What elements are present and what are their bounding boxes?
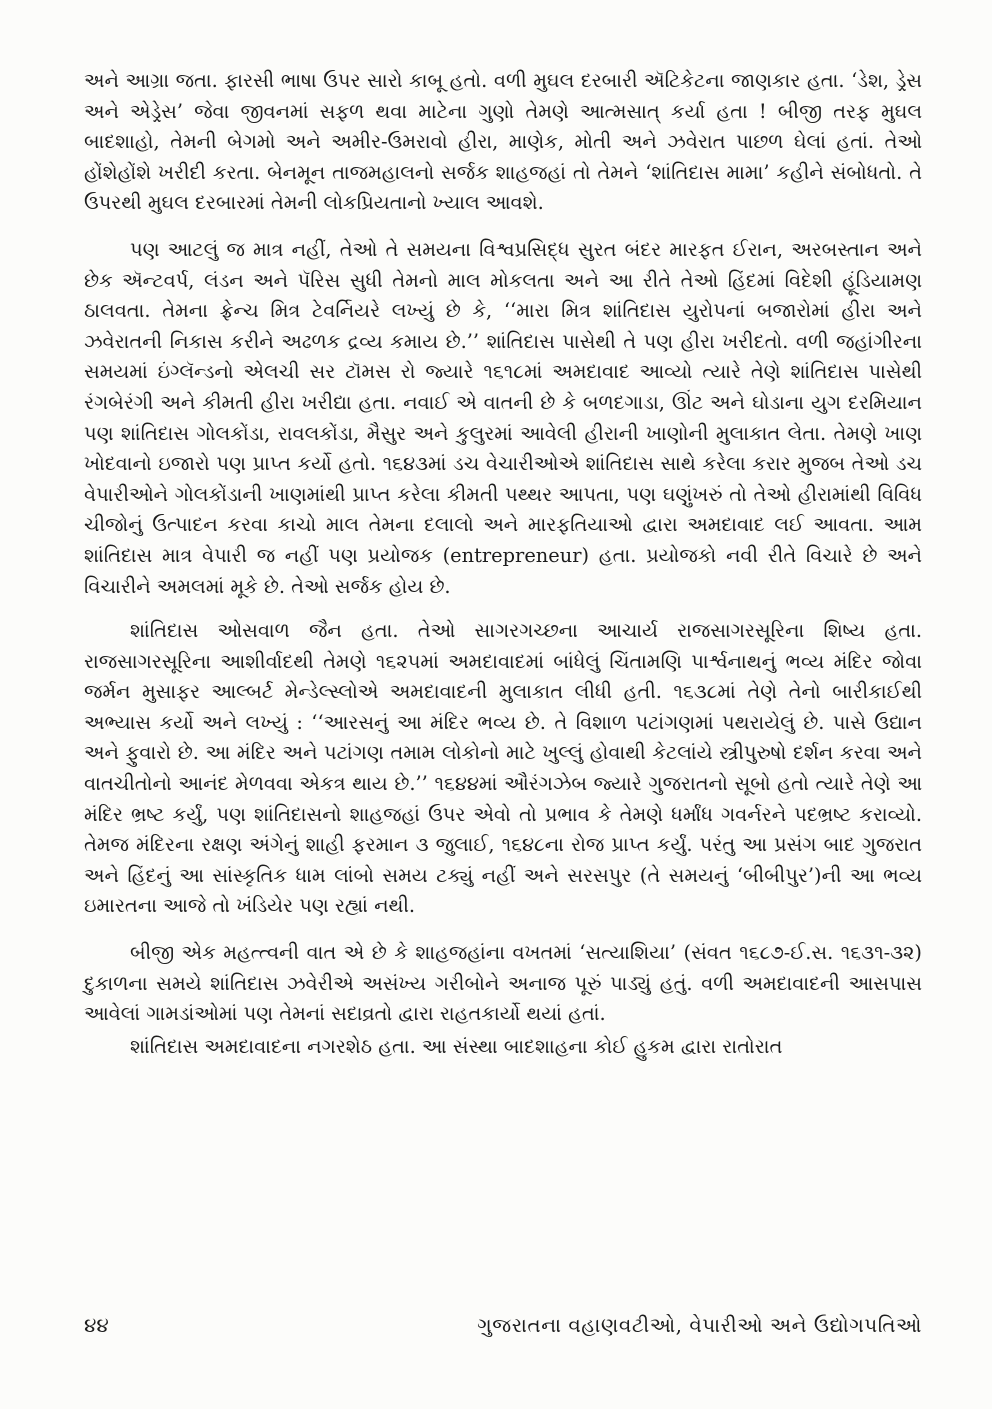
page-number: ૪૪ <box>84 1313 109 1337</box>
paragraph-3: શાંતિદાસ ઓસવાળ જૈન હતા. તેઓ સાગરગચ્છના આચાર્ય રાજસાગરસૂરિના શિષ્ય હતા. રાજસાગરસૂરિના આશીર્વાદથી તેમણે ૧૬૨૫માં અમદાવાદમાં બાંધેલું ચિંતામણિ પાર્શ્વનાથનું ભવ્ય મંદિર જોવા જર્મન મુસાફર આલ્બર્ટ મેન્ડેલ્સ્લોએ અમદાવાદની મુલાકાત લીધી હતી. ૧૬૩૮માં તેણે તેનો બારીકાઈથી અભ્યાસ કર્યો અને લખ્યું : ‘‘આરસનું આ મંદિર ભવ્ય છે. તે વિશાળ પટાંગણમાં પથરાયેલું છે. પાસે ઉદ્યાન અને ફુવારો છે. આ મંદિર અને પટાંગણ તમામ લોકોનો માટે ખુલ્લું હોવાથી કેટલાંયે સ્ત્રીપુરુષો દર્શન કરવા અને વાતચીતોનો આનંદ મેળવવા એકત્ર થાય છે.’’ ૧૬૪૪માં ઔરંગઝેબ જ્યારે ગુજરાતનો સૂબો હતો ત્યારે તેણે આ મંદિર ભ્રષ્ટ કર્યું, પણ શાંતિદાસનો શાહજહાં ઉપર એવો તો પ્રભાવ કે તેમણે ધર્માંધ ગવર્નરને પદભ્રષ્ટ કરાવ્યો. તેમજ મંદિરના રક્ષણ અંગેનું શાહી ફરમાન ૩ જુલાઈ, ૧૬૪૮ના રોજ પ્રાપ્ત કર્યું. પરંતુ આ પ્રસંગ બાદ ગુજરાત અને હિંદનું આ સાંસ્કૃતિક ધામ લાંબો સમય ટક્યું નહીં અને સરસપુર (તે સમયનું ‘બીબીપુર’)ની આ ભવ્ય ઇમારતના આજે તો ખંડિયેર પણ રહ્યાં નથી. <box>84 619 922 918</box>
paragraph-2: પણ આટલું જ માત્ર નહીં, તેઓ તે સમયના વિશ્વપ્રસિદ્ધ સુરત બંદર મારફત ઈરાન, અરબસ્તાન અને છેક ઍન્ટવર્પ, લંડન અને પૅરિસ સુધી તેમનો માલ મોકલતા અને આ રીતે તેઓ હિંદમાં વિદેશી હૂંડિયામણ ઠાલવતા. તેમના ફ્રેન્ચ મિત્ર ટેવર્નિયરે લખ્યું છે કે, ‘‘મારા મિત્ર શાંતિદાસ યુરોપનાં બજારોમાં હીરા અને ઝવેરાતની નિકાસ કરીને અઢળક દ્રવ્ય કમાય છે.’’ શાંતિદાસ પાસેથી તે પણ હીરા ખરીદતો. વળી જહાંગીરના સમયમાં ઇંગ્લૅન્ડનો એલચી સર ટૉમસ રો જ્યારે ૧૬૧૮માં અમદાવાદ આવ્યો ત્યારે તેણે શાંતિદાસ પાસેથી રંગબેરંગી અને કીમતી હીરા ખરીદ્યા હતા. નવાઈ એ વાતની છે કે બળદગાડા, ઊંટ અને ઘોડાના યુગ દરમિયાન પણ શાંતિદાસ ગોલકોંડા, રાવલકોંડા, મૈસુર અને કુલુરમાં આવેલી હીરાની ખાણોની મુલાકાત લેતા. તેમણે ખાણ ખોદવાનો ઇજારો પણ પ્રાપ્ત કર્યો હતો. ૧૬૪૩માં ડચ વેચારીઓએ શાંતિદાસ સાથે કરેલા કરાર મુજબ તેઓ ડચ વેપારીઓને ગોલકોંડાની ખાણમાંથી પ્રાપ્ત કરેલા કીમતી પથ્થર આપતા, પણ ઘણુંખરું તો તેઓ હીરામાંથી વિવિધ ચીજોનું ઉત્પાદન કરવા કાચો માલ તેમના દલાલો અને મારફતિયાઓ દ્વારા અમદાવાદ લઈ આવતા. આમ શાંતિદાસ માત્ર વેપારી જ નહીં પણ પ્રયોજક (entrepreneur) હતા. પ્રયોજકો નવી રીતે વિચારે છે અને વિચારીને અમલમાં મૂકે છે. તેઓ સર્જક હોય છે. <box>84 237 922 598</box>
page-footer <box>84 1313 922 1347</box>
paragraph-4: બીજી એક મહત્ત્વની વાત એ છે કે શાહજહાંના વખતમાં ‘સત્યાશિયા’ (સંવત ૧૬૮૭-ઈ.સ. ૧૬૩૧-૩૨) દુકાળના સમયે શાંતિદાસ ઝવેરીએ અસંખ્ય ગરીબોને અનાજ પૂરું પાડ્યું હતું. વળી અમદાવાદની આસપાસ આવેલાં ગામડાંઓમાં પણ તેમનાં સદાવ્રતો દ્વારા રાહતકાર્યો થયાં હતાં. <box>84 941 922 1026</box>
paragraph-1: અને આગ્રા જતા. ફારસી ભાષા ઉપર સારો કાબૂ હતો. વળી મુઘલ દરબારી ઍટિકેટના જાણકાર હતા. ‘ડેશ, ડ્રેસ અને એડ્રેસ’ જેવા જીવનમાં સફળ થવા માટેના ગુણો તેમણે આત્મસાત્‌ કર્યા હતા ! બીજી તરફ મુઘલ બાદશાહો, તેમની બેગમો અને અમીર-ઉમરાવો હીરા, માણેક, મોતી અને ઝવેરાત પાછળ ઘેલાં હતાં. તેઓ હોંશેહોંશે ખરીદી કરતા. બેનમૂન તાજમહાલનો સર્જક શાહજહાં તો તેમને ‘શાંતિદાસ મામા’ કહીને સંબોધતો. તે ઉપરથી મુઘલ દરબારમાં તેમની લોકપ્રિયતાનો ખ્યાલ આવશે. <box>84 69 922 215</box>
book-title: ગુજરાતના વહાણવટીઓ, વેપારીઓ અને ઉદ્યોગપતિઓ <box>477 1313 922 1337</box>
page-body <box>84 66 922 1062</box>
paragraph-5: શાંતિદાસ અમદાવાદના નગરશેઠ હતા. આ સંસ્થા બાદશાહના કોઈ હુકમ દ્વારા રાતોરાત <box>130 1034 783 1058</box>
